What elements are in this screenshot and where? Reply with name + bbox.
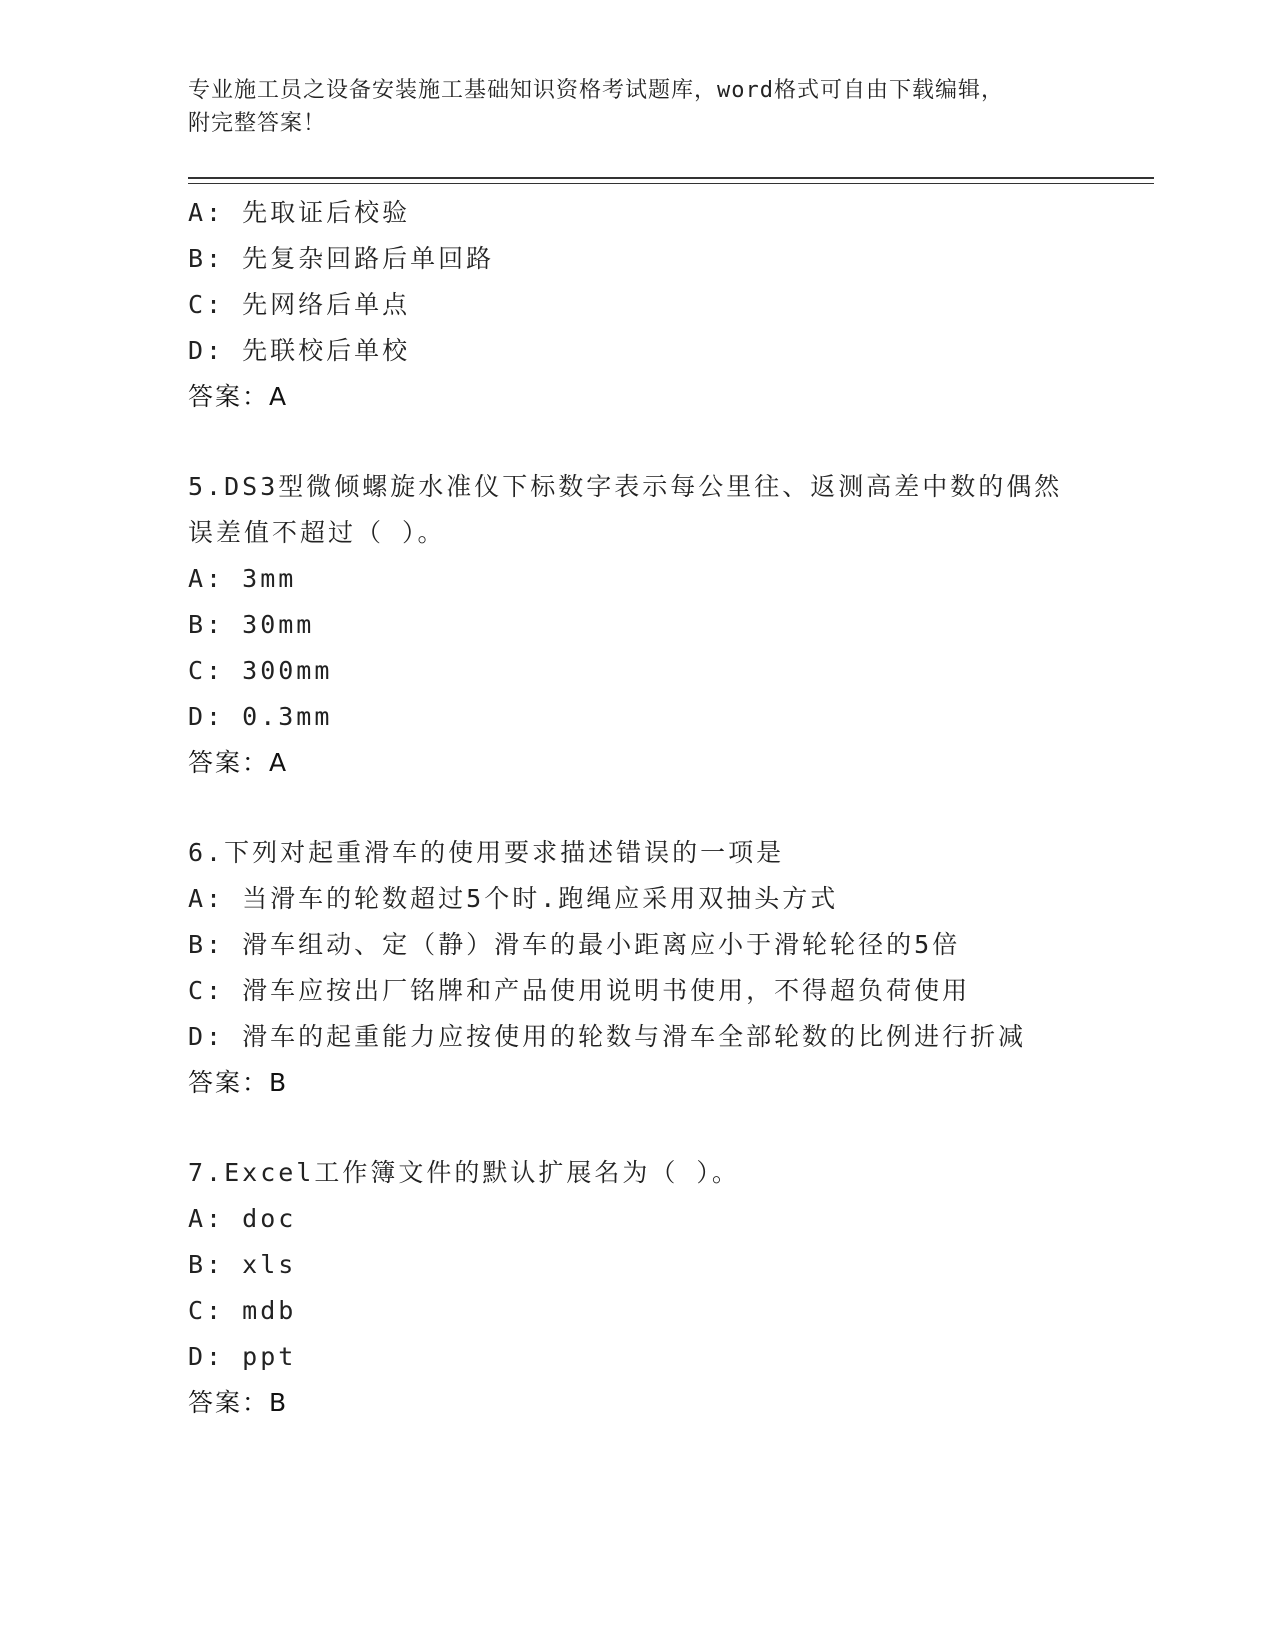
question-stem-line-2: 误差值不超过（ ）。 [188, 518, 446, 547]
question-stem-line-1: 5.DS3型微倾螺旋水准仪下标数字表示每公里往、返测高差中数的偶然 [188, 472, 1063, 501]
option-b: B: xls [188, 1250, 297, 1279]
option-a: A: 3mm [188, 564, 297, 593]
question-stem: 6.下列对起重滑车的使用要求描述错误的一项是 [188, 838, 785, 867]
question-stem: 7.Excel工作簿文件的默认扩展名为（ ）。 [188, 1158, 740, 1187]
question-list [188, 190, 1148, 1426]
header-line-2: 附完整答案！ [188, 111, 327, 136]
question-4 [188, 190, 1148, 420]
option-c: C: 300mm [188, 656, 333, 685]
option-d: D: 0.3mm [188, 702, 333, 731]
question-spacer [188, 786, 1148, 830]
option-a: A: 当滑车的轮数超过5个时.跑绳应采用双抽头方式 [188, 884, 839, 913]
question-7 [188, 1150, 1148, 1426]
option-b: B: 先复杂回路后单回路 [188, 244, 495, 273]
question-spacer [188, 1106, 1148, 1150]
option-d: D: 先联校后单校 [188, 336, 411, 365]
answer-line: 答案：B [188, 1388, 289, 1417]
question-spacer [188, 420, 1148, 464]
question-6 [188, 830, 1148, 1106]
answer-line: 答案：A [188, 748, 289, 777]
option-c: C: 先网络后单点 [188, 290, 411, 319]
option-a: A: doc [188, 1204, 297, 1233]
question-5 [188, 464, 1148, 786]
document-header [188, 74, 1088, 140]
header-line-1: 专业施工员之设备安装施工基础知识资格考试题库，word格式可自由下载编辑， [188, 78, 1004, 103]
option-b: B: 滑车组动、定（静）滑车的最小距离应小于滑轮轮径的5倍 [188, 930, 961, 959]
option-d: D: ppt [188, 1342, 297, 1371]
answer-line: 答案：B [188, 1068, 289, 1097]
header-rule-thin [188, 183, 1154, 184]
option-d: D: 滑车的起重能力应按使用的轮数与滑车全部轮数的比例进行折减 [188, 1022, 1027, 1051]
option-b: B: 30mm [188, 610, 315, 639]
option-a: A: 先取证后校验 [188, 198, 411, 227]
answer-line: 答案：A [188, 382, 289, 411]
option-c: C: 滑车应按出厂铭牌和产品使用说明书使用，不得超负荷使用 [188, 976, 971, 1005]
header-rule-thick [188, 177, 1154, 179]
option-c: C: mdb [188, 1296, 297, 1325]
